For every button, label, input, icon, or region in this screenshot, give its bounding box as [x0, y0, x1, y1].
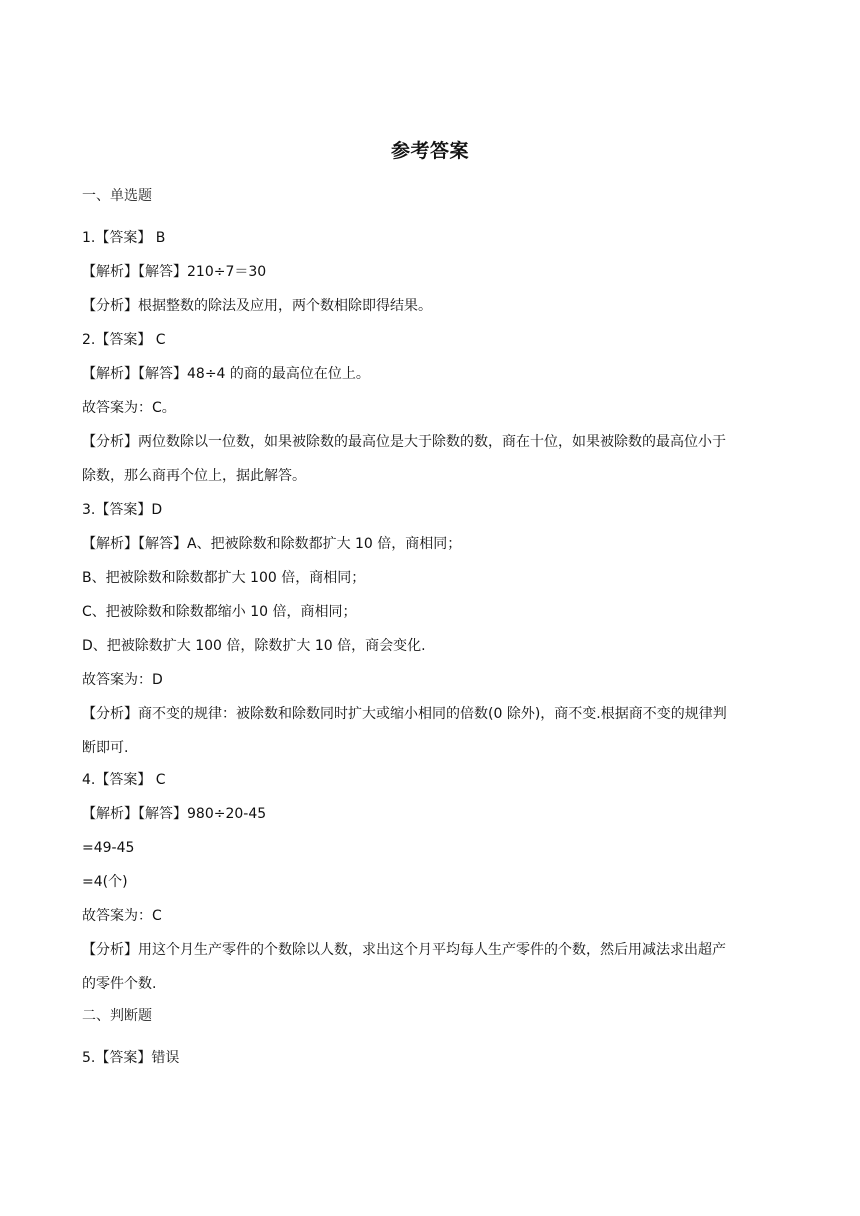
q2-answer: 2.【答案】 C	[82, 332, 166, 348]
q3-solution-a: 【解析】【解答】A、把被除数和除数都扩大 10 倍，商相同；	[82, 536, 462, 552]
page-title: 参考答案	[390, 140, 469, 162]
q1-analysis: 【分析】根据整数的除法及应用，两个数相除即得结果。	[82, 298, 432, 314]
q4-solution-step2: =49-45	[82, 840, 135, 856]
q2-conclusion: 故答案为：C。	[82, 400, 176, 416]
q5-answer: 5.【答案】错误	[82, 1050, 180, 1066]
q2-solution: 【解析】【解答】48÷4 的商的最高位在位上。	[82, 366, 370, 382]
q4-answer: 4.【答案】 C	[82, 772, 166, 788]
q4-solution-step3: =4(个)	[82, 874, 128, 890]
q3-conclusion: 故答案为：D	[82, 672, 163, 688]
q4-solution-step1: 【解析】【解答】980÷20-45	[82, 806, 267, 822]
q3-analysis-line2: 断即可.	[82, 740, 129, 756]
q3-answer: 3.【答案】D	[82, 502, 163, 518]
q4-analysis-line2: 的零件个数.	[82, 976, 157, 992]
q4-conclusion: 故答案为：C	[82, 908, 162, 924]
q3-solution-d: D、把被除数扩大 100 倍，除数扩大 10 倍，商会变化.	[82, 638, 426, 654]
q3-solution-b: B、把被除数和除数都扩大 100 倍，商相同；	[82, 570, 366, 586]
q1-answer: 1.【答案】 B	[82, 230, 166, 246]
section-heading-true-false: 二、判断题	[82, 1008, 152, 1024]
q3-analysis-line1: 【分析】商不变的规律：被除数和除数同时扩大或缩小相同的倍数(0 除外)，商不变.根据商不变的规律判	[82, 706, 727, 722]
q2-analysis-line2: 除数，那么商再个位上，据此解答。	[82, 468, 306, 484]
q1-solution: 【解析】【解答】210÷7＝30	[82, 264, 267, 280]
q2-analysis-line1: 【分析】两位数除以一位数，如果被除数的最高位是大于除数的数，商在十位，如果被除数的最高位小于	[82, 434, 726, 450]
q3-solution-c: C、把被除数和除数都缩小 10 倍，商相同；	[82, 604, 357, 620]
q4-analysis-line1: 【分析】用这个月生产零件的个数除以人数，求出这个月平均每人生产零件的个数，然后用减法求出超产	[82, 942, 726, 958]
section-heading-single-choice: 一、单选题	[82, 188, 152, 204]
